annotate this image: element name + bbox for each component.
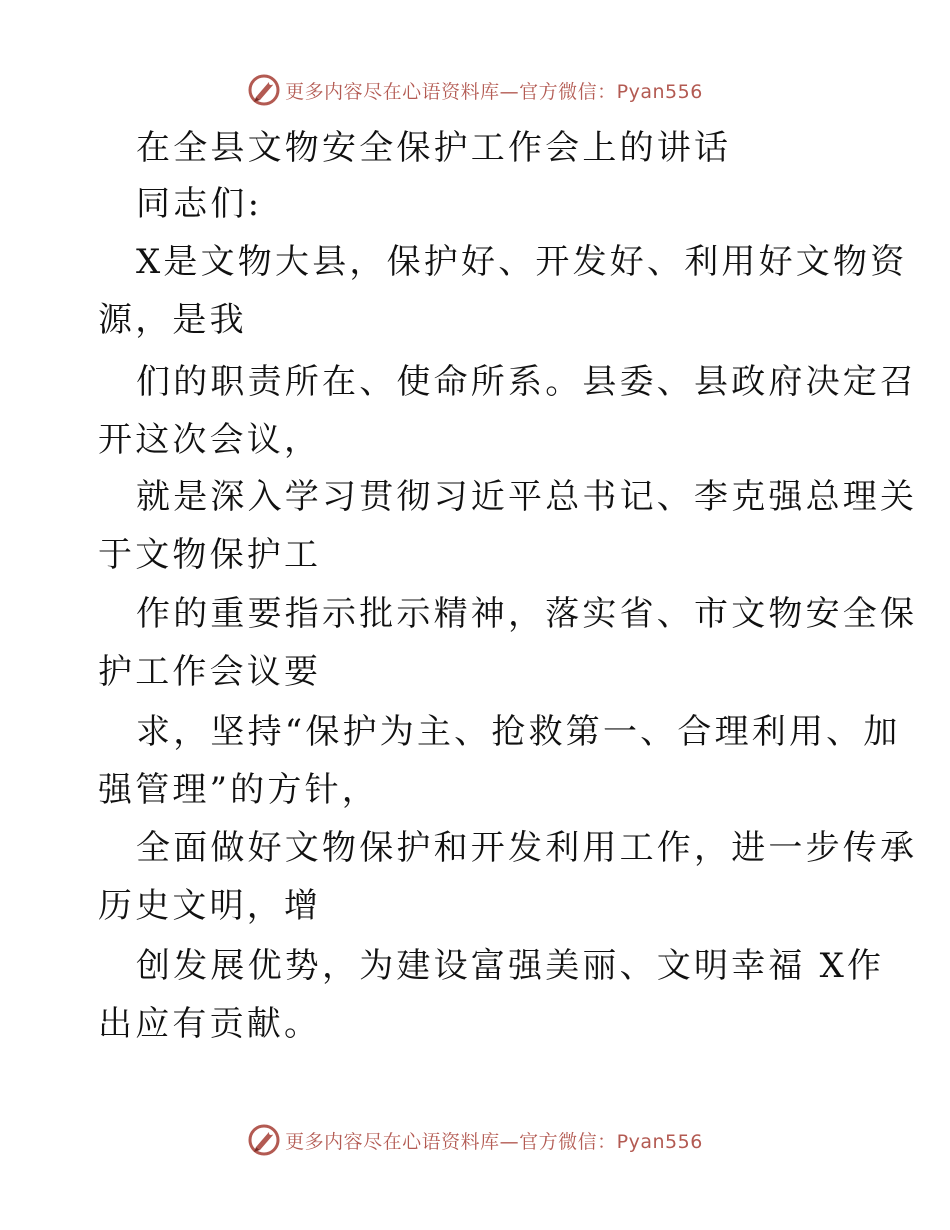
watermark-footer xyxy=(0,1120,950,1160)
pen-logo-icon xyxy=(247,1123,281,1157)
pen-logo-icon xyxy=(247,73,281,107)
paragraph-line: 就是深入学习贯彻习近平总书记、李克强总理关 xyxy=(136,477,918,517)
watermark-header xyxy=(0,70,950,110)
paragraph-line: 开这次会议， xyxy=(98,420,322,460)
paragraph-line: 们的职责所在、使命所系。县委、县政府决定召 xyxy=(136,362,918,402)
paragraph-line: 强管理”的方针， xyxy=(98,770,379,810)
paragraph-line: 于文物保护工 xyxy=(98,535,322,575)
paragraph-line: 历史文明，增 xyxy=(98,886,322,926)
paragraph-line: 源，是我 xyxy=(98,300,247,340)
paragraph-line: 出应有贡献。 xyxy=(98,1004,322,1044)
paragraph-line: 作的重要指示批示精神，落实省、市文物安全保 xyxy=(136,594,918,634)
paragraph-line: 全面做好文物保护和开发利用工作，进一步传承 xyxy=(136,828,918,868)
document-title: 在全县文物安全保护工作会上的讲话 xyxy=(136,128,732,168)
watermark-text: 更多内容尽在心语资料库—官方微信：Pyan556 xyxy=(285,80,703,103)
salutation: 同志们: xyxy=(136,184,263,224)
paragraph-line: 护工作会议要 xyxy=(98,652,322,692)
paragraph-line: 创发展优势，为建设富强美丽、文明幸福 X作 xyxy=(136,946,885,986)
paragraph-line: 求，坚持“保护为主、抢救第一、合理利用、加 xyxy=(136,712,901,752)
paragraph-line: X是文物大县，保护好、开发好、利用好文物资 xyxy=(136,242,908,282)
watermark-text: 更多内容尽在心语资料库—官方微信：Pyan556 xyxy=(285,1130,703,1153)
